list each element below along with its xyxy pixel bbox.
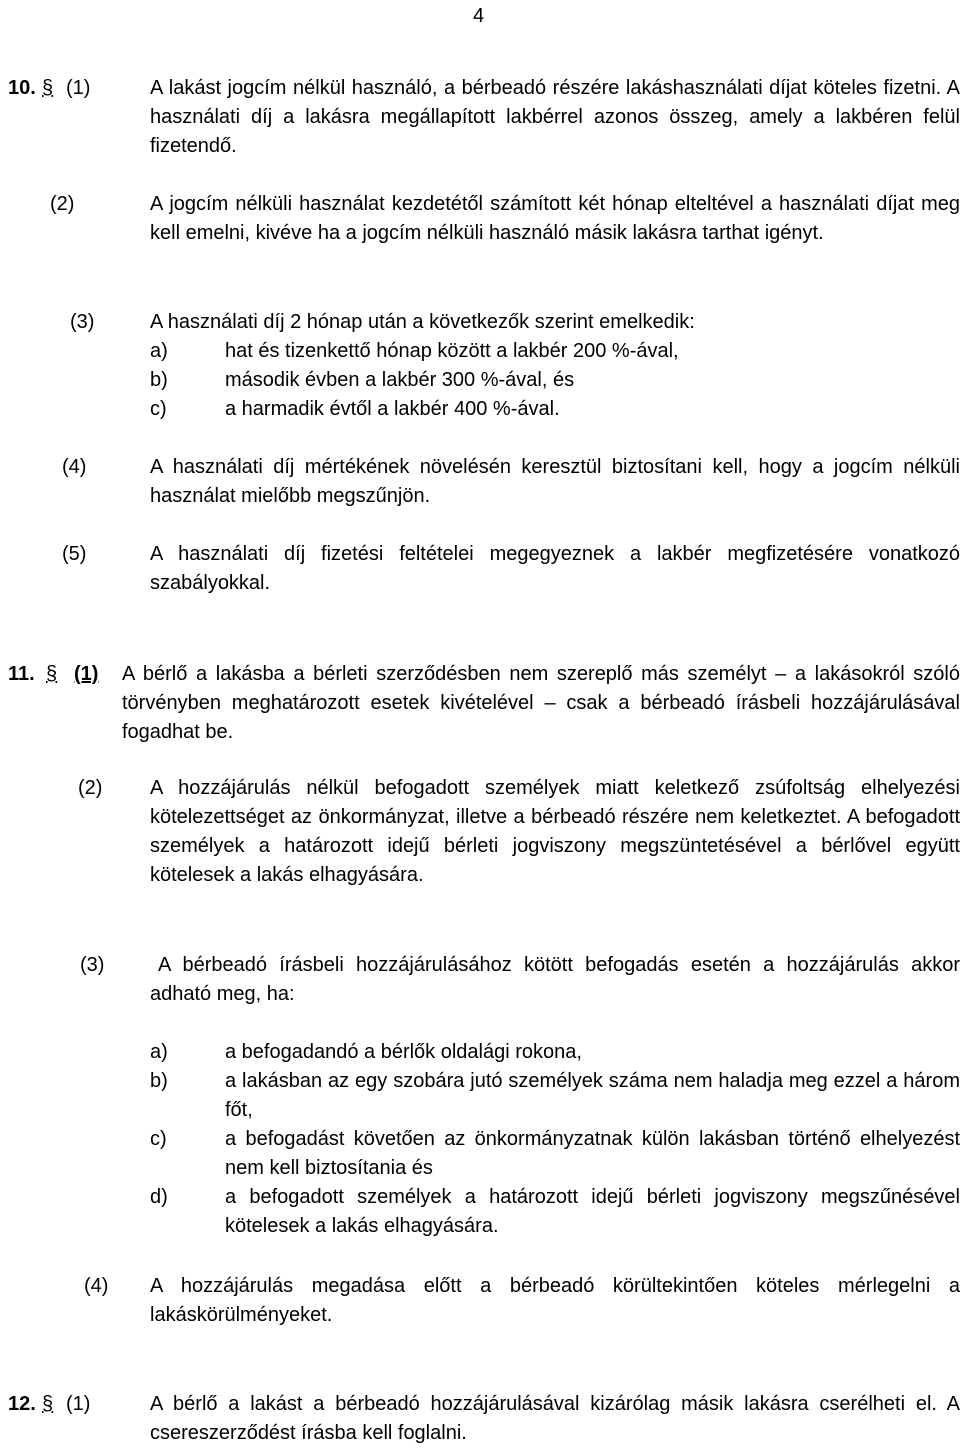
section-12-number: 12. [8, 1393, 36, 1415]
s10-p3-item-c-label: c) [150, 398, 167, 420]
s10-p4-label: (4) [62, 456, 87, 478]
s10-p4-text: A használati díj mértékének növelésén keresztül biztosítani kell, hogy a jogcím nélküli használat mielőbb megszűnjön. [150, 456, 960, 507]
s12-p1-label: (1) [66, 1393, 91, 1415]
s10-p3-item-a-text: hat és tizenkettő hónap között a lakbér 200 %-ával, [225, 340, 679, 362]
s10-p3-item-c-text: a harmadik évtől a lakbér 400 %-ával. [225, 398, 560, 420]
page-number: 4 [473, 5, 485, 27]
s11-p3-item-d-label: d) [150, 1186, 168, 1208]
s10-p3-item-b-text: második évben a lakbér 300 %-ával, és [225, 369, 575, 391]
s11-p3-label: (3) [80, 954, 105, 976]
s10-p3-item-a-label: a) [150, 340, 168, 362]
section-11-sign: § [46, 663, 58, 685]
s10-p3-label: (3) [70, 311, 95, 333]
s10-p1-label: (1) [66, 77, 91, 99]
s11-p1-text: A bérlő a lakásba a bérleti szerződésben nem szereplő más személyt – a lakásokról szóló törvényben meghatározott esetek kivételével – csak a bérbeadó írásbeli hozzájárulásával fogadhat be. [122, 663, 960, 743]
section-12-sign: § [42, 1393, 54, 1415]
s11-p3-item-c-label: c) [150, 1128, 167, 1150]
s10-p1-text: A lakást jogcím nélkül használó, a bérbeadó részére lakáshasználati díjat köteles fizetni. A használati díj a lakásra megállapított lakbérrel azonos összeg, amely a lakbéren felül fizetendő. [150, 77, 960, 157]
s11-p3-item-a-text: a befogadandó a bérlők oldalági rokona, [225, 1041, 582, 1063]
s11-p2-text: A hozzájárulás nélkül befogadott személyek miatt keletkező zsúfoltság elhelyezési kötelezettséget az önkormányzat, illetve a bérbeadó részére nem keletkeztet. A befogadott személyek a határozott idejű bérleti jogviszony megszüntetésével a bérlővel együtt kötelesek a lakás elhagyására. [150, 777, 960, 886]
s10-p3-text: A használati díj 2 hónap után a következők szerint emelkedik: [150, 311, 695, 333]
s10-p3-item-b-label: b) [150, 369, 168, 391]
s11-p3-text: A bérbeadó írásbeli hozzájárulásához kötött befogadás esetén a hozzájárulás akkor adható meg, ha: [150, 954, 960, 1005]
s11-p3-item-d-text: a befogadott személyek a határozott idejű bérleti jogviszony megszűnésével kötelesek a lakás elhagyására. [225, 1186, 960, 1237]
s11-p3-item-b-text: a lakásban az egy szobára jutó személyek száma nem haladja meg ezzel a három főt, [225, 1070, 960, 1121]
s11-p4-text: A hozzájárulás megadása előtt a bérbeadó körültekintően köteles mérlegelni a lakáskörülményeket. [150, 1275, 960, 1326]
s11-p1-label: (1) [74, 663, 99, 685]
section-10-sign: § [42, 77, 54, 99]
section-11-number: 11. [8, 663, 35, 685]
s10-p5-label: (5) [62, 543, 87, 565]
section-10-number: 10. [8, 77, 36, 99]
s11-p2-label: (2) [78, 777, 103, 799]
s11-p3-item-c-text: a befogadást követően az önkormányzatnak külön lakásban történő elhelyezést nem kell biztosítania és [225, 1128, 960, 1179]
s10-p5-text: A használati díj fizetési feltételei megegyeznek a lakbér megfizetésére vonatkozó szabályokkal. [150, 543, 960, 594]
s11-p3-item-a-label: a) [150, 1041, 168, 1063]
s10-p2-text: A jogcím nélküli használat kezdetétől számított két hónap elteltével a használati díjat meg kell emelni, kivéve ha a jogcím nélküli használó másik lakásra tarthat igényt. [150, 193, 960, 244]
s12-p1-text: A bérlő a lakást a bérbeadó hozzájárulásával kizárólag másik lakásra cserélheti el. A csereszerződést írásba kell foglalni. [150, 1393, 960, 1444]
s11-p4-label: (4) [84, 1275, 109, 1297]
s10-p2-label: (2) [50, 193, 75, 215]
s11-p3-item-b-label: b) [150, 1070, 168, 1092]
